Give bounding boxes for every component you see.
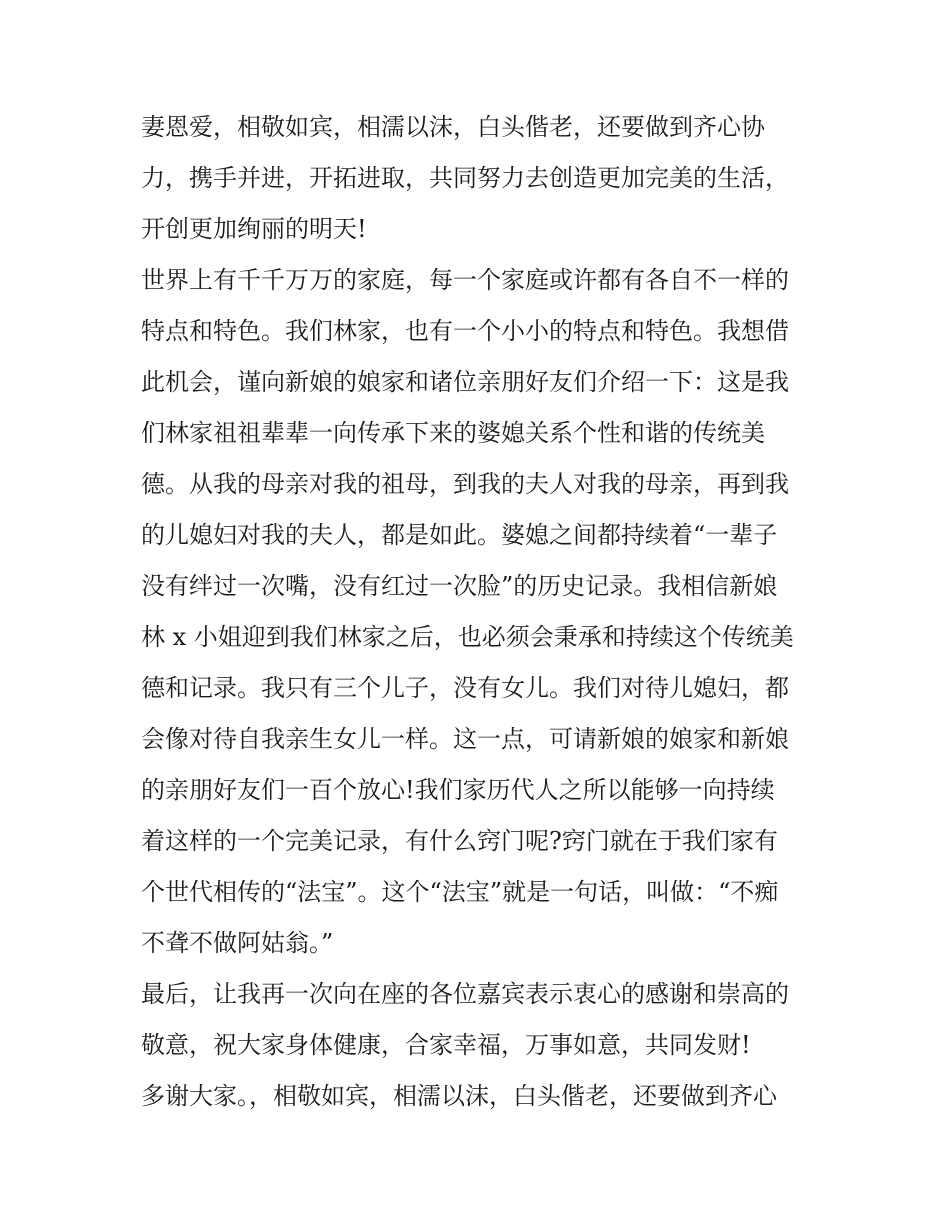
text-line: 会像对待自我亲生女儿一样。这一点，可请新娘的娘家和新娘 [141, 725, 789, 753]
text-line: 的儿媳妇对我的夫人，都是如此。婆媳之间都持续着“一辈子 [141, 521, 778, 549]
text-line: 此机会，谨向新娘的娘家和诸位亲朋好友们介绍一下：这是我 [141, 368, 789, 396]
text-line: 德和记录。我只有三个儿子，没有女儿。我们对待儿媳妇，都 [141, 674, 789, 702]
text-line: 多谢大家。，相敬如宾，相濡以沫，白头偕老，还要做到齐心 [141, 1082, 777, 1110]
text-line: 们林家祖祖辈辈一向传承下来的婆媳关系个性和谐的传统美 [141, 419, 765, 447]
text-line: 敬意，祝大家身体健康，合家幸福，万事如意，共同发财! [141, 1031, 751, 1059]
text-line: 着这样的一个完美记录，有什么窍门呢?窍门就在于我们家有 [141, 827, 778, 855]
text-line: 林 x 小姐迎到我们林家之后，也必须会秉承和持续这个传统美 [141, 623, 794, 651]
text-line: 最后，让我再一次向在座的各位嘉宾表示衷心的感谢和崇高的 [141, 980, 789, 1008]
text-line: 个世代相传的“法宝”。这个“法宝”就是一句话，叫做：“不痴 [141, 878, 779, 906]
text-line: 特点和特色。我们林家，也有一个小小的特点和特色。我想借 [141, 317, 789, 345]
text-line: 不聋不做阿姑翁。” [141, 929, 334, 957]
text-line: 力，携手并进，开拓进取，共同努力去创造更加完美的生活， [141, 164, 789, 192]
text-line: 德。从我的母亲对我的祖母，到我的夫人对我的母亲，再到我 [141, 470, 789, 498]
text-line: 开创更加绚丽的明天! [141, 215, 367, 243]
text-line: 没有绊过一次嘴，没有红过一次脸”的历史记录。我相信新娘 [141, 572, 778, 600]
text-line: 的亲朋好友们一百个放心!我们家历代人之所以能够一向持续 [141, 776, 775, 804]
body-text [141, 102, 811, 1122]
text-line: 世界上有千千万万的家庭，每一个家庭或许都有各自不一样的 [141, 266, 789, 294]
text-line: 妻恩爱，相敬如宾，相濡以沫，白头偕老，还要做到齐心协 [141, 113, 765, 141]
